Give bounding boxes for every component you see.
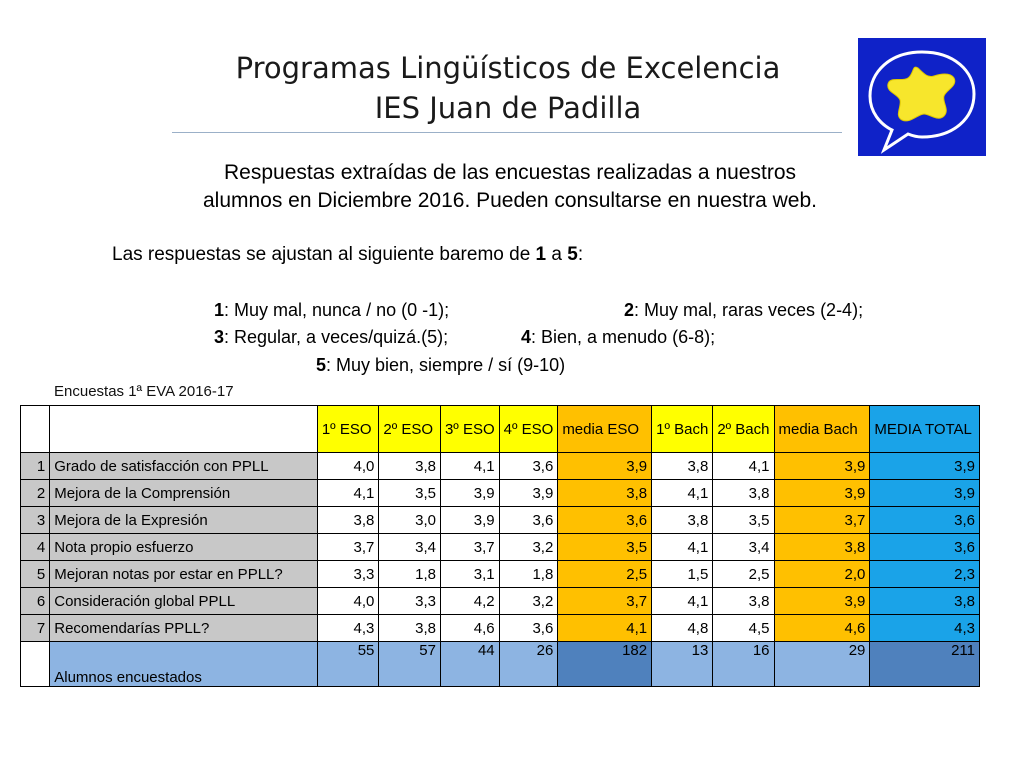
cell-value: 4,3 <box>870 615 980 642</box>
cell-value: 3,6 <box>870 534 980 561</box>
cell-value: 3,8 <box>870 588 980 615</box>
cell-value: 2,3 <box>870 561 980 588</box>
row-label: Grado de satisfacción con PPLL <box>50 453 318 480</box>
scale-colon: : <box>577 244 584 265</box>
scale-high: 5 <box>567 244 578 265</box>
cell-value: 2,0 <box>774 561 870 588</box>
cell-value: 4,1 <box>317 480 379 507</box>
cell-value: 3,8 <box>558 480 652 507</box>
legend-item-5 <box>316 353 565 377</box>
table-row <box>21 534 980 561</box>
cell-value: 4,2 <box>440 588 499 615</box>
row-label: Mejora de la Comprensión <box>50 480 318 507</box>
cell-value: 3,8 <box>379 615 441 642</box>
title-line-2: IES Juan de Padilla <box>374 91 642 125</box>
cell-value: 3,9 <box>774 480 870 507</box>
scale-low: 1 <box>535 244 547 265</box>
cell-value: 3,6 <box>558 507 652 534</box>
table-row <box>21 588 980 615</box>
cell-value: 3,7 <box>440 534 499 561</box>
cell-value: 3,0 <box>379 507 441 534</box>
cell-value: 3,5 <box>558 534 652 561</box>
row-label: Recomendarías PPLL? <box>50 615 318 642</box>
total-value: 44 <box>440 642 499 687</box>
cell-value: 3,6 <box>499 453 558 480</box>
cell-value: 3,2 <box>499 588 558 615</box>
corner-cell <box>21 406 50 453</box>
yellow-star-speech-bubble-icon <box>858 38 986 156</box>
cell-value: 3,3 <box>379 588 441 615</box>
total-value: 29 <box>774 642 870 687</box>
cell-value: 3,8 <box>652 507 713 534</box>
column-header: 3º ESO <box>440 406 499 453</box>
legend-item-3 <box>214 325 448 349</box>
totals-number-cell <box>21 642 50 687</box>
total-value: 16 <box>713 642 774 687</box>
legend-item-2 <box>624 298 863 322</box>
row-number: 1 <box>21 453 50 480</box>
cell-value: 3,9 <box>499 480 558 507</box>
cell-value: 3,8 <box>317 507 379 534</box>
column-header: media Bach <box>774 406 870 453</box>
row-number: 6 <box>21 588 50 615</box>
column-header: 4º ESO <box>499 406 558 453</box>
cell-value: 3,7 <box>774 507 870 534</box>
cell-value: 3,2 <box>499 534 558 561</box>
row-number: 4 <box>21 534 50 561</box>
sheet-title: Encuestas 1ª EVA 2016-17 <box>54 383 234 400</box>
cell-value: 4,5 <box>713 615 774 642</box>
cell-value: 4,1 <box>440 453 499 480</box>
cell-value: 3,5 <box>379 480 441 507</box>
legend-text: : Muy mal, nunca / no (0 -1); <box>224 300 450 320</box>
cell-value: 3,9 <box>440 507 499 534</box>
cell-value: 1,8 <box>499 561 558 588</box>
cell-value: 4,0 <box>317 453 379 480</box>
table-row <box>21 561 980 588</box>
table-row <box>21 615 980 642</box>
cell-value: 4,8 <box>652 615 713 642</box>
label-header-cell <box>50 406 318 453</box>
cell-value: 3,8 <box>713 588 774 615</box>
cell-value: 4,1 <box>652 480 713 507</box>
legend-num: 3 <box>214 327 225 347</box>
cell-value: 3,7 <box>558 588 652 615</box>
cell-value: 3,8 <box>774 534 870 561</box>
cell-value: 4,1 <box>558 615 652 642</box>
cell-value: 3,8 <box>379 453 441 480</box>
table-row <box>21 480 980 507</box>
cell-value: 3,1 <box>440 561 499 588</box>
row-label: Nota propio esfuerzo <box>50 534 318 561</box>
legend-text: : Regular, a veces/quizá.(5); <box>224 327 449 347</box>
intro-text <box>60 159 960 215</box>
cell-value: 3,3 <box>317 561 379 588</box>
legend-text: : Muy bien, siempre / sí (9-10) <box>326 355 566 375</box>
legend-num: 1 <box>214 300 225 320</box>
total-value: 182 <box>558 642 652 687</box>
row-number: 3 <box>21 507 50 534</box>
cell-value: 4,0 <box>317 588 379 615</box>
row-number: 2 <box>21 480 50 507</box>
survey-table <box>20 405 980 687</box>
table-row <box>21 453 980 480</box>
column-header: 1º ESO <box>317 406 379 453</box>
cell-value: 3,9 <box>558 453 652 480</box>
cell-value: 4,1 <box>652 534 713 561</box>
header-row <box>21 406 980 453</box>
row-label: Mejoran notas por estar en PPLL? <box>50 561 318 588</box>
total-value: 211 <box>870 642 980 687</box>
title-divider <box>172 132 842 133</box>
column-header: 2º Bach <box>713 406 774 453</box>
cell-value: 3,7 <box>317 534 379 561</box>
scale-conj: a <box>546 244 568 265</box>
cell-value: 1,5 <box>652 561 713 588</box>
cell-value: 3,4 <box>713 534 774 561</box>
legend-num: 4 <box>521 327 532 347</box>
cell-value: 4,6 <box>440 615 499 642</box>
row-number: 5 <box>21 561 50 588</box>
row-label: Mejora de la Expresión <box>50 507 318 534</box>
totals-label: Alumnos encuestados <box>50 642 318 687</box>
legend-num: 5 <box>316 355 327 375</box>
table-row <box>21 507 980 534</box>
totals-row <box>21 642 980 687</box>
total-value: 13 <box>652 642 713 687</box>
legend-num: 2 <box>624 300 635 320</box>
cell-value: 3,9 <box>870 480 980 507</box>
total-value: 57 <box>379 642 441 687</box>
cell-value: 3,8 <box>713 480 774 507</box>
total-value: 26 <box>499 642 558 687</box>
scale-intro <box>112 242 583 268</box>
cell-value: 4,3 <box>317 615 379 642</box>
column-header: 1º Bach <box>652 406 713 453</box>
cell-value: 3,6 <box>499 507 558 534</box>
legend-text: : Muy mal, raras veces (2-4); <box>634 300 864 320</box>
cell-value: 3,9 <box>440 480 499 507</box>
logo <box>858 38 986 156</box>
intro-line-1: Respuestas extraídas de las encuestas realizadas a nuestros <box>224 161 796 184</box>
cell-value: 3,9 <box>774 588 870 615</box>
survey-spreadsheet <box>20 381 980 688</box>
cell-value: 3,9 <box>774 453 870 480</box>
cell-value: 3,5 <box>713 507 774 534</box>
column-header: MEDIA TOTAL <box>870 406 980 453</box>
title-line-1: Programas Lingüísticos de Excelencia <box>235 51 781 85</box>
cell-value: 4,1 <box>652 588 713 615</box>
row-number: 7 <box>21 615 50 642</box>
legend-text: : Bien, a menudo (6-8); <box>531 327 716 347</box>
row-label: Consideración global PPLL <box>50 588 318 615</box>
cell-value: 4,6 <box>774 615 870 642</box>
cell-value: 3,6 <box>499 615 558 642</box>
cell-value: 3,6 <box>870 507 980 534</box>
legend-item-4 <box>521 325 715 349</box>
column-header: media ESO <box>558 406 652 453</box>
column-header: 2º ESO <box>379 406 441 453</box>
cell-value: 3,9 <box>870 453 980 480</box>
scale-intro-text: Las respuestas se ajustan al siguiente baremo de <box>112 244 536 265</box>
cell-value: 3,8 <box>652 453 713 480</box>
cell-value: 1,8 <box>379 561 441 588</box>
cell-value: 4,1 <box>713 453 774 480</box>
legend-item-1 <box>214 298 449 322</box>
cell-value: 2,5 <box>713 561 774 588</box>
intro-line-2: alumnos en Diciembre 2016. Pueden consultarse en nuestra web. <box>202 189 818 212</box>
slide-title <box>170 48 846 128</box>
total-value: 55 <box>317 642 379 687</box>
cell-value: 3,4 <box>379 534 441 561</box>
cell-value: 2,5 <box>558 561 652 588</box>
